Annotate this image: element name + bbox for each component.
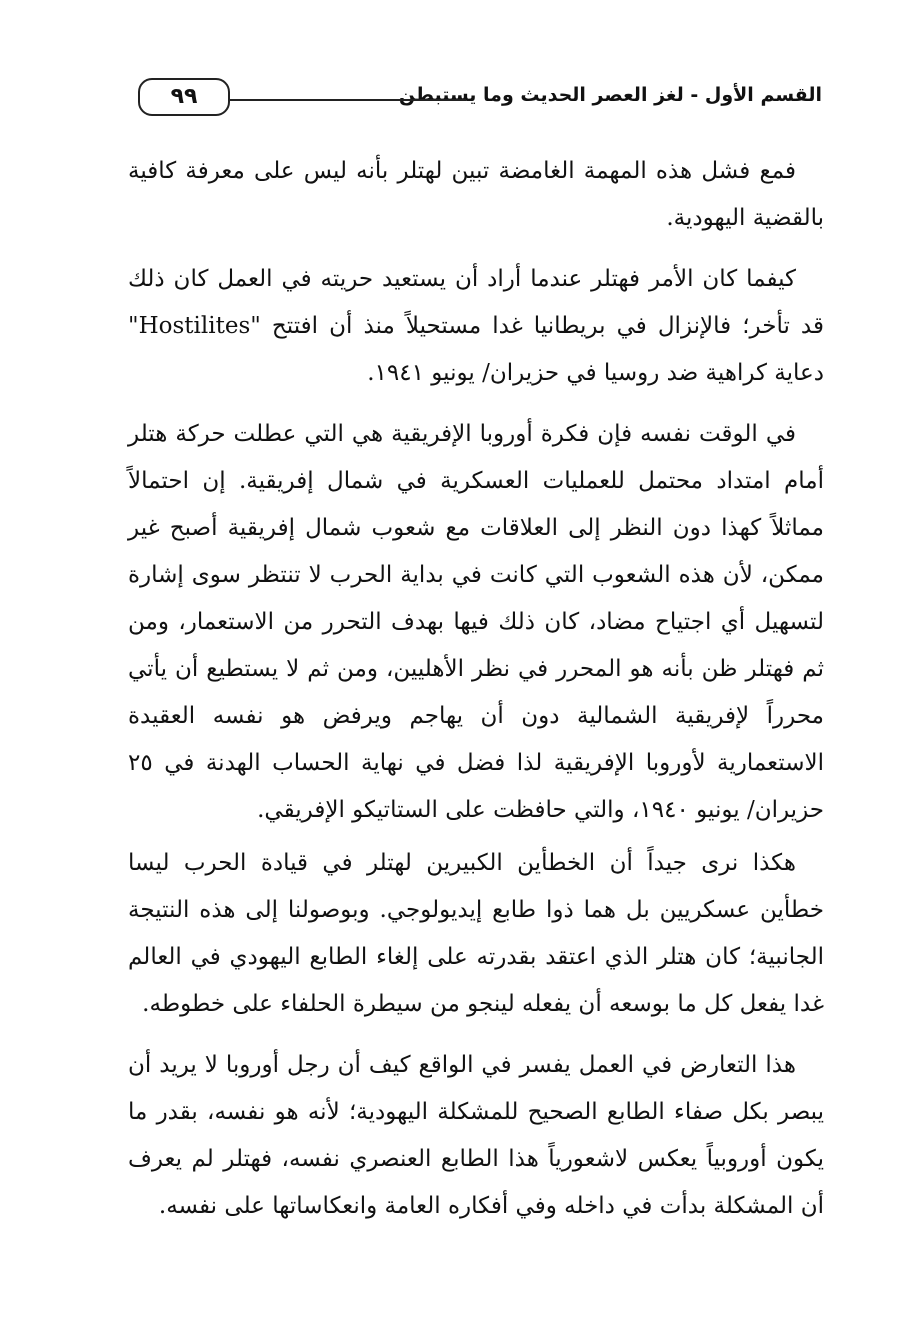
page-number: ٩٩ <box>138 78 230 116</box>
header-rule <box>230 99 466 101</box>
paragraph-4: هكذا نرى جيداً أن الخطأين الكبيرين لهتلر في قيادة الحرب ليسا خطأين عسكريين بل هما ذوا طابع إيديولوجي. وبوصولنا إلى هذه النتيجة الجانبية؛ كان هتلر الذي اعتقد بقدرته على إلغاء الطابع اليهودي في العالم غدا يفعل كل ما بوسعه أن يفعله لينجو من سيطرة الحلفاء على خطوطه. <box>128 850 824 1017</box>
paragraph-5: هذا التعارض في العمل يفسر في الواقع كيف أن رجل أوروبا لا يريد أن يبصر بكل صفاء الطابع الصحيح للمشكلة اليهودية؛ لأنه هو نفسه، بقدر ما يكون أوروبياً يعكس لاشعورياً هذا الطابع العنصري نفسه، فهتلر لم يعرف أن المشكلة بدأت في داخله وفي أفكاره العامة وانعكاساتها على نفسه. <box>128 1052 824 1219</box>
body-text <box>128 148 824 1244</box>
paragraph-3: في الوقت نفسه فإن فكرة أوروبا الإفريقية هي التي عطلت حركة هتلر أمام امتداد محتمل للعمليات العسكرية في شمال إفريقية. إن احتمالاً مماثلاً كهذا دون النظر إلى العلاقات مع شعوب شمال إفريقية أصبح غير ممكن، لأن هذه الشعوب التي كانت في بداية الحرب لا تنتظر سوى إشارة لتسهيل أي اجتياح مضاد، كان ذلك فيها بهدف التحرر من الاستعمار، ومن ثم فهتلر ظن بأنه هو المحرر في نظر الأهليين، ومن ثم لا يستطيع أن يأتي محرراً لإفريقية الشمالية دون أن يهاجم ويرفض هو نفسه العقيدة الاستعمارية لأوروبا الإفريقية لذا فضل في نهاية الحساب الهدنة في ٢٥ حزيران/ يونيو ١٩٤٠، والتي حافظت على الستاتيكو الإفريقي. <box>128 421 824 823</box>
paragraph-1: فمع فشل هذه المهمة الغامضة تبين لهتلر بأنه ليس على معرفة كافية بالقضية اليهودية. <box>128 158 824 231</box>
header-title: القسم الأول - لغز العصر الحديث وما يستبطن <box>398 84 822 106</box>
running-header <box>138 78 822 120</box>
paragraph-2: كيفما كان الأمر فهتلر عندما أراد أن يستعيد حريته في العمل كان ذلك قد تأخر؛ فالإنزال في بريطانيا غدا مستحيلاً منذ أن افتتح "Hostilites" دعاية كراهية ضد روسيا في حزيران/ يونيو ١٩٤١. <box>128 266 824 386</box>
